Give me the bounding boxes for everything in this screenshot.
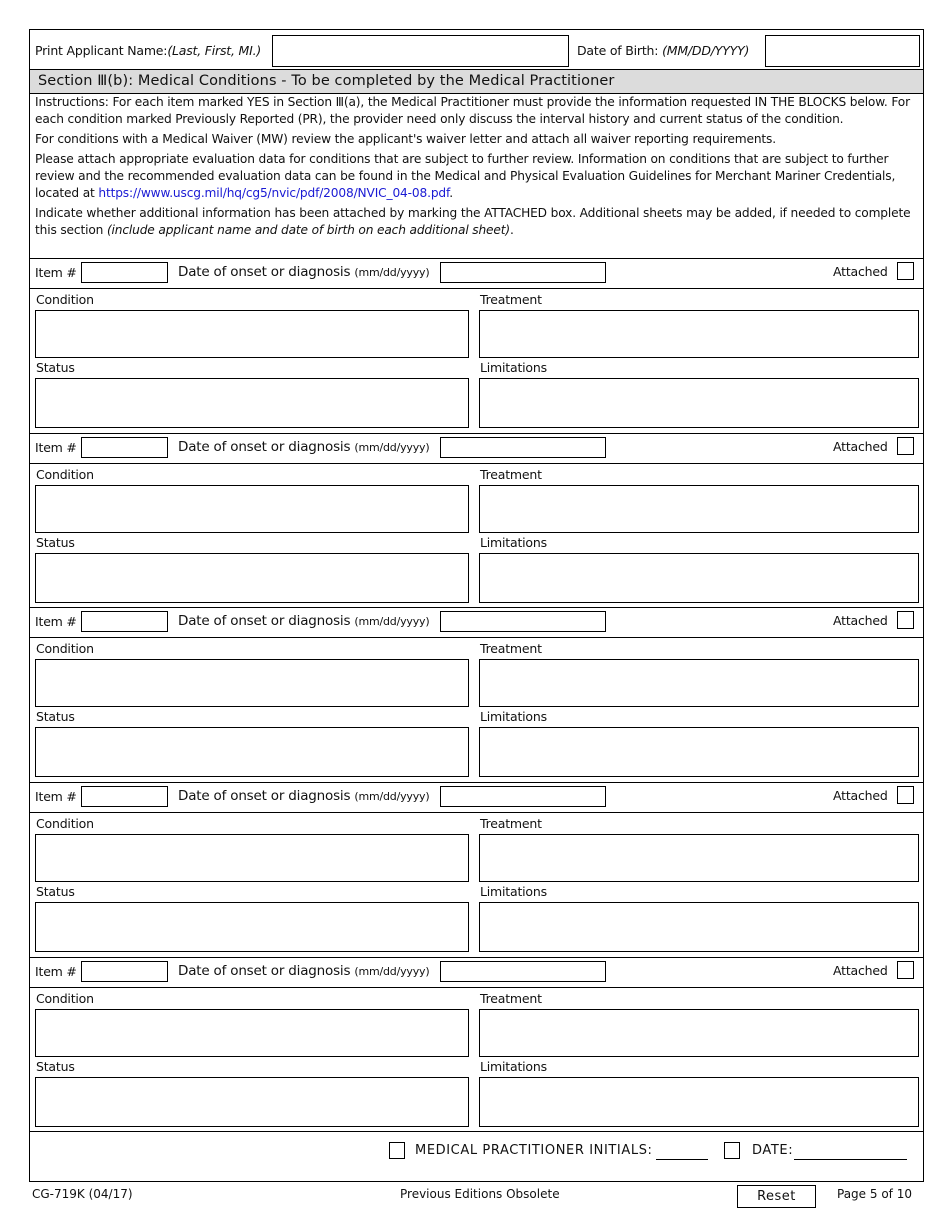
attached-checkbox[interactable] [897,611,914,629]
divider [30,987,923,988]
item-number-label: Item # [35,614,77,629]
onset-date-field[interactable] [440,611,606,632]
attached-label: Attached [833,788,888,803]
onset-date-field[interactable] [440,786,606,807]
applicant-name-field[interactable] [272,35,569,67]
onset-date-field[interactable] [440,961,606,982]
item-number-label: Item # [35,789,77,804]
treatment-field[interactable] [479,485,919,533]
treatment-field[interactable] [479,834,919,882]
onset-date-field[interactable] [440,262,606,283]
date-label: DATE: [752,1143,794,1158]
divider [30,288,923,289]
divider [30,607,923,608]
page-number: Page 5 of 10 [837,1187,912,1201]
status-field[interactable] [35,727,469,777]
attached-label: Attached [833,264,888,279]
onset-date-label: Date of onset or diagnosis (mm/dd/yyyy) [178,613,430,629]
onset-date-label: Date of onset or diagnosis (mm/dd/yyyy) [178,439,430,455]
treatment-label: Treatment [480,991,542,1006]
limitations-label: Limitations [480,535,547,550]
applicant-name-label: Print Applicant Name:(Last, First, MI.) [35,43,262,58]
condition-label: Condition [36,991,94,1006]
treatment-label: Treatment [480,816,542,831]
item-number-field[interactable] [81,611,168,632]
onset-date-field[interactable] [440,437,606,458]
instructions [35,94,920,242]
section-title: Section Ⅲ(b): Medical Conditions - To be completed by the Medical Practitioner [38,73,615,89]
status-field[interactable] [35,902,469,952]
section-header [30,69,923,94]
status-field[interactable] [35,553,469,603]
condition-label: Condition [36,467,94,482]
limitations-field[interactable] [479,902,919,952]
condition-label: Condition [36,641,94,656]
divider [30,463,923,464]
status-field[interactable] [35,378,469,428]
onset-date-label: Date of onset or diagnosis (mm/dd/yyyy) [178,788,430,804]
status-label: Status [36,535,75,550]
item-number-label: Item # [35,265,77,280]
onset-date-label: Date of onset or diagnosis (mm/dd/yyyy) [178,264,430,280]
instructions-p3: Please attach appropriate evaluation data for conditions that are subject to further review. Information on conditions that are subject to further review and the recommended evaluation data can be found in the Medical and Physical Evaluation Guidelines for Merchant Mariner Credentials, located at https://www.uscg.mil/hq/cg5/nvic/pdf/2008/NVIC_04-08.pdf. [35,152,896,200]
status-label: Status [36,360,75,375]
form-number: CG-719K (04/17) [32,1187,133,1201]
treatment-label: Treatment [480,641,542,656]
attached-checkbox[interactable] [897,786,914,804]
divider [30,258,923,259]
nvic-guidelines-link[interactable]: https://www.uscg.mil/hq/cg5/nvic/pdf/2008/NVIC_04-08.pdf [98,186,450,200]
item-number-field[interactable] [81,786,168,807]
divider [30,433,923,434]
instructions-p4: Indicate whether additional information has been attached by marking the ATTACHED box. Additional sheets may be added, if needed to complete this section (include applicant name and date of birth on each additional sheet). [35,206,911,237]
attached-label: Attached [833,613,888,628]
attached-checkbox[interactable] [897,437,914,455]
divider [30,637,923,638]
limitations-label: Limitations [480,360,547,375]
dob-field[interactable] [765,35,920,67]
limitations-field[interactable] [479,1077,919,1127]
medical-conditions-form [29,29,924,1182]
condition-field[interactable] [35,659,469,707]
dob-label: Date of Birth: (MM/DD/YYYY) [577,43,750,58]
limitations-label: Limitations [480,884,547,899]
date-checkbox[interactable] [724,1142,740,1159]
divider [30,782,923,783]
limitations-label: Limitations [480,1059,547,1074]
condition-field[interactable] [35,834,469,882]
divider [30,1131,923,1132]
obsolete-note: Previous Editions Obsolete [400,1187,560,1201]
initials-field[interactable] [656,1159,708,1160]
status-field[interactable] [35,1077,469,1127]
initials-label: MEDICAL PRACTITIONER INITIALS: [415,1143,653,1158]
instructions-p2: For conditions with a Medical Waiver (MW) review the applicant's waiver letter and attach all waiver reporting requirements. [35,132,776,146]
treatment-field[interactable] [479,1009,919,1057]
condition-field[interactable] [35,310,469,358]
divider [30,812,923,813]
status-label: Status [36,1059,75,1074]
item-number-label: Item # [35,440,77,455]
treatment-field[interactable] [479,310,919,358]
item-number-label: Item # [35,964,77,979]
instructions-p1: Instructions: For each item marked YES in Section Ⅲ(a), the Medical Practitioner must provide the information requested IN THE BLOCKS below. For each condition marked Previously Reported (PR), the provider need only discuss the interval history and current status of the condition. [35,95,910,126]
attached-label: Attached [833,963,888,978]
attached-label: Attached [833,439,888,454]
condition-label: Condition [36,816,94,831]
item-number-field[interactable] [81,437,168,458]
status-label: Status [36,709,75,724]
divider [30,957,923,958]
treatment-field[interactable] [479,659,919,707]
treatment-label: Treatment [480,292,542,307]
status-label: Status [36,884,75,899]
onset-date-label: Date of onset or diagnosis (mm/dd/yyyy) [178,963,430,979]
condition-label: Condition [36,292,94,307]
treatment-label: Treatment [480,467,542,482]
limitations-label: Limitations [480,709,547,724]
reset-button[interactable]: Reset [737,1185,816,1208]
condition-field[interactable] [35,485,469,533]
item-number-field[interactable] [81,961,168,982]
attached-checkbox[interactable] [897,961,914,979]
limitations-field[interactable] [479,727,919,777]
initials-checkbox[interactable] [389,1142,405,1159]
condition-field[interactable] [35,1009,469,1057]
attached-checkbox[interactable] [897,262,914,280]
limitations-field[interactable] [479,378,919,428]
signoff-date-field[interactable] [794,1159,907,1160]
item-number-field[interactable] [81,262,168,283]
limitations-field[interactable] [479,553,919,603]
